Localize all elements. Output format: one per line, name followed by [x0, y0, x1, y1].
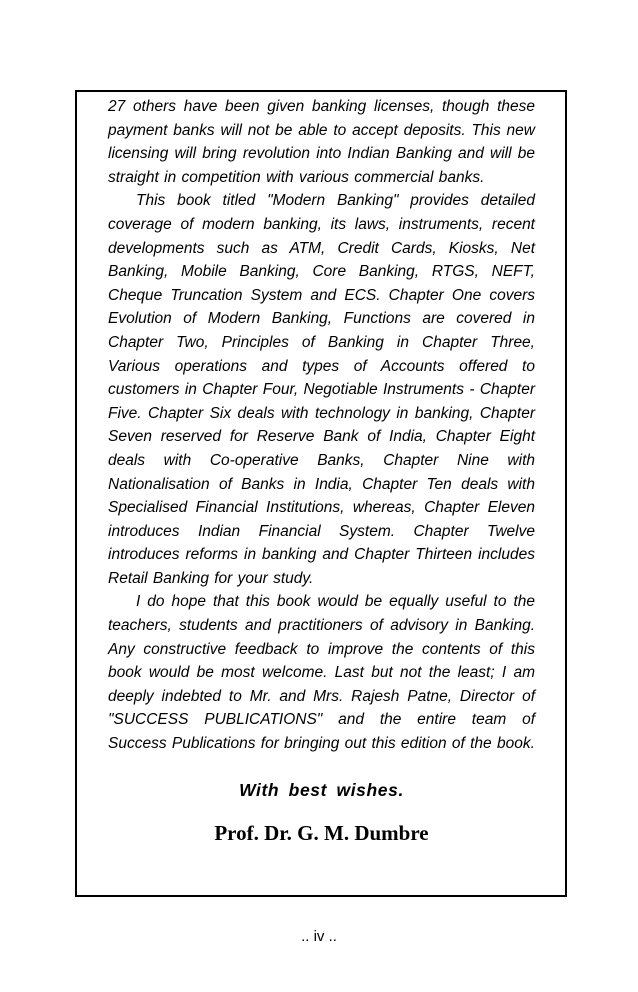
- paragraph-acknowledgement: I do hope that this book would be equally useful to the teachers, students and practitioners of advisory in Banking. Any constructive feedback to improve the contents of this book would be most welcome. Last but not the least; I am deeply indebted to Mr. and Mrs. Rajesh Patne, Director of "SUCCESS PUBLICATIONS" and the entire team of Success Publications for bringing out this edition of the book.: [108, 593, 535, 753]
- page-border-frame: [75, 90, 567, 897]
- paragraph-book-overview: This book titled "Modern Banking" provides detailed coverage of modern banking, its laws, instruments, recent developments such as ATM, Credit Cards, Kiosks, Net Banking, Mobile Banking, Core Banking, RTGS, NEFT, Cheque Truncation System and ECS. Chapter One covers Evolution of Modern Banking, Functions are covered in Chapter Two, Principles of Banking in Chapter Three, Various operations and types of Accounts offered to customers in Chapter Four, Negotiable Instruments - Chapter Five. Chapter Six deals with technology in banking, Chapter Seven reserved for Reserve Bank of India, Chapter Eight deals with Co-operative Banks, Chapter Nine with Nationalisation of Banks in India, Chapter Ten deals with Specialised Financial Institutions, whereas, Chapter Eleven introduces Indian Financial System. Chapter Twelve introduces reforms in banking and Chapter Thirteen includes Retail Banking for your study.: [108, 192, 535, 587]
- paragraph-continuation: 27 others have been given banking licenses, though these payment banks will not be able to accept deposits. This new licensing will bring revolution into Indian Banking and will be straight in competition with various commercial banks.: [108, 98, 535, 186]
- author-signature: Prof. Dr. G. M. Dumbre: [214, 820, 429, 845]
- closing-line: With best wishes.: [239, 779, 404, 800]
- page-number: .. iv ..: [301, 928, 337, 945]
